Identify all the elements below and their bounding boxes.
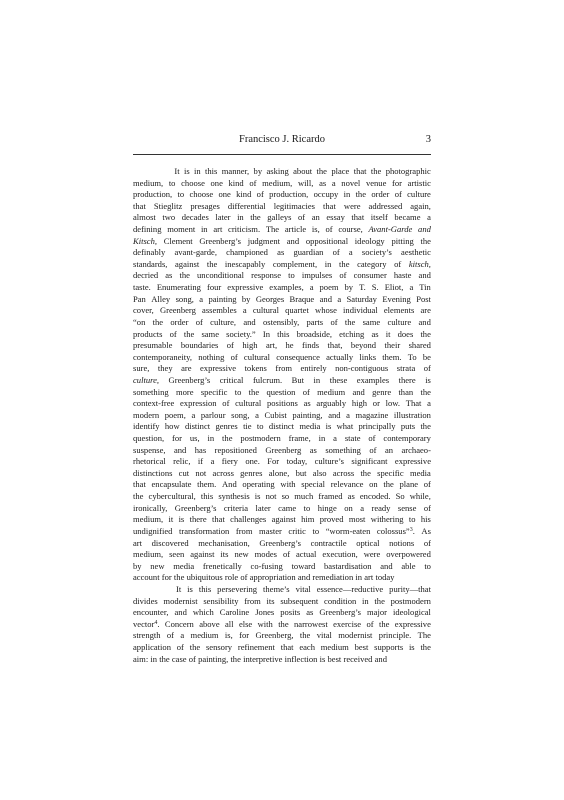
text-line: Pan Alley song, a painting by Georges Braque and a Saturday Evening Post [133,293,431,304]
header-rule [133,154,431,155]
text-line: Kitsch, Clement Greenberg’s judgment and oppositional ideology pitting the [133,235,431,246]
paragraph-2 [133,584,431,665]
text-line: taste. Enumerating four expressive examples, a poem by T. S. Eliot, a Tin [133,282,431,293]
text-line: question, for us, in the postmodern frame, in a state of contemporary [133,433,431,444]
text-line: contemporaneity, nothing of cultural consequence actually links them. To be [133,351,431,362]
text-line: something more specific to the question of medium and genre than the [133,386,431,397]
text-line: encounter, and which Caroline Jones posits as Greenberg’s major ideological [133,607,431,618]
text-line: culture, Greenberg’s critical fulcrum. But in these examples there is [133,374,431,385]
paragraph-1 [133,166,431,584]
body-text [133,166,431,665]
text-line: sure, they are expressive tokens from entirely non-contiguous strata of [133,363,431,374]
text-line: decried as the unconditional response to impulses of consumer haste and [133,270,431,281]
text-line: medium, seen against its new modes of actual execution, were overpowered [133,549,431,560]
text-line: that encapsulate them. And operating with special relevance on the plane of [133,479,431,490]
text-line: rhetorical relic, if a fiery one. For today, culture’s significant expressive [133,456,431,467]
text-line: medium, it is there that challenges against him proved most withering to his [133,514,431,525]
text-line: It is this persevering theme’s vital essence—reductive purity—that [175,583,431,594]
header-author: Francisco J. Ricardo [238,134,326,145]
text-line: identify how distinct genres tie to distinct media is what principally puts the [133,421,431,432]
text-line: art discovered mechanisation, Greenberg’s contractile optical notions of [133,537,431,548]
text-line: the cybercultural, this synthesis is not so much framed as encoded. So while, [133,491,431,502]
text-line: standards, against the inescapably complement, in the category of kitsch, [133,258,431,269]
page-number: 3 [425,134,431,145]
text-line: presumable boundaries of high art, he finds that, beyond their shared [133,340,431,351]
text-line: distinctions cut not across genres alone, but also across the specific media [133,467,431,478]
running-header [133,134,431,148]
text-line: vector$^4$. Concern above all else with the narrowest exercise of the expressive [133,618,431,629]
text-line: divides modernist sensibility from its subsequent condition in the postmodern [133,595,431,606]
text-line: medium, to choose one kind of medium, will, as a novel venue for artistic [133,177,431,188]
text-line: modern poem, a parlour song, a Cubist painting, and a magazine illustration [133,409,431,420]
text-line: aim: in the case of painting, the interpretive inflection is best received and [133,653,387,664]
text-line: context-free expression of cultural positions as arguably high or low. That a [133,398,431,409]
text-line: “on the order of culture, and ostensibly, parts of the same culture and [133,316,431,327]
text-line: by new media frenetically co-fusing toward bastardisation and able to [133,560,431,571]
text-line: ironically, Greenberg’s criteria later came to hinge on a ready sense of [133,502,431,513]
text-line: products of the same society.” In this broadside, etching as it does the [133,328,431,339]
text-line: that Stieglitz presages differential legitimacies that were addressed again, [133,200,431,211]
text-line: strength of a medium is, for Greenberg, the vital modernist principle. The [133,630,431,641]
text-line: definably avant-garde, championed as guardian of a society’s aesthetic [133,247,431,258]
text-line: production, to choose one kind of production, occupy in the order of culture [133,189,431,200]
text-line: application of the sensory refinement that each medium best supports is the [133,641,431,652]
text-line: almost two decades later in the galleys of an essay that itself became a [133,212,431,223]
text-line: It is in this manner, by asking about the place that the photographic [174,166,431,176]
text-line: defining moment in art criticism. The article is, of course, Avant-Garde and [133,224,431,235]
text-line: account for the ubiquitous role of appropriation and remediation in art today [133,572,395,583]
text-line: suspense, and has repositioned Greenberg as something of an archaeo- [133,444,431,455]
text-line: cover, Greenberg assembles a cultural quartet whose individual elements are [133,305,431,316]
text-line: undignified transformation from master critic to “worm-eaten colossus”$^3$. As [133,525,431,536]
